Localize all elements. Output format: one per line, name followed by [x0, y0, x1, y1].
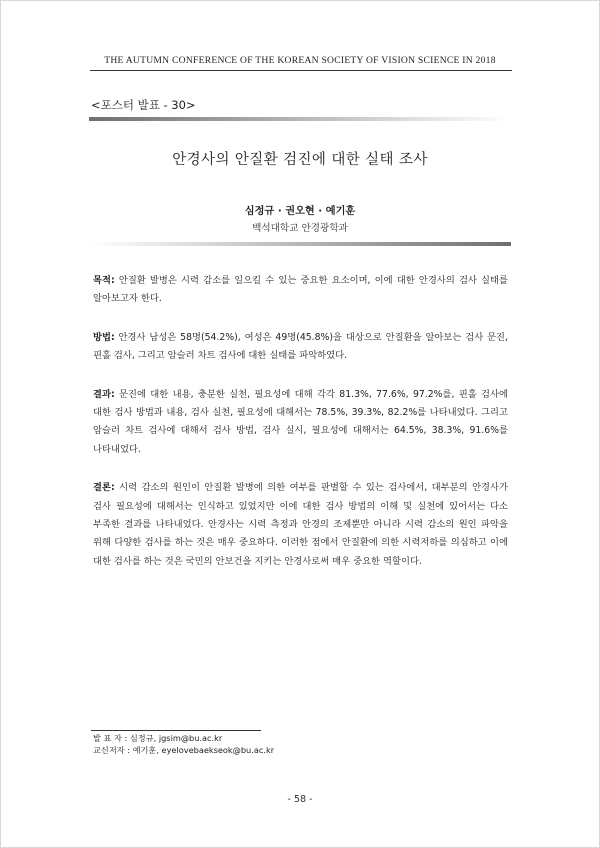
abstract-results-text: 문진에 대한 내용, 충분한 실천, 필요성에 대해 각각 81.3%, 77.6%, 97.2%를, 핀홀 검사에 대한 검사 방법과 내용, 검사 실천, 필요성에 대해서는 78.5%, 39.3%, 82.2%를 나타내었다. 그리고 암슬러 차트 검사에 대해서 검사 방법, 검사 실시, 필요성에 대해서는 64.5%, 38.3%, 91.6%를 나타내었다.: [93, 388, 508, 455]
footnote-corresponding-author: 교신저자 : 예기훈, eyelovebaekseok@bu.ac.kr: [93, 744, 275, 755]
footnote-rule: [91, 730, 261, 731]
abstract-purpose-text: 안질환 발병은 시력 감소를 일으킬 수 있는 중요한 요소이며, 이에 대한 안경사의 검사 실태를 알아보고자 한다.: [93, 275, 508, 305]
abstract-conclusion: [93, 479, 508, 571]
affiliation-divider-bar: [89, 242, 511, 246]
abstract-purpose-label: 목적:: [93, 275, 115, 286]
footnotes: [93, 733, 274, 756]
running-header: THE AUTUMN CONFERENCE OF THE KOREAN SOCIETY OF VISION SCIENCE IN 2018: [104, 55, 496, 66]
authors: 심정규 · 권오현 · 예기훈: [244, 206, 356, 217]
abstract-methods: [93, 329, 508, 366]
paper-title: 안경사의 안질환 검진에 대한 실태 조사: [172, 152, 428, 168]
abstract-methods-text: 안경사 남성은 58명(54.2%), 여성은 49명(45.8%)을 대상으로 안질환을 알아보는 검사 문진, 핀홀 검사, 그리고 암슬러 차트 검사에 대한 실태를 파악하였다.: [93, 331, 508, 362]
footnote-presenter: 발 표 자 : 심정규, jgsim@bu.ac.kr: [93, 733, 223, 743]
section-divider-bar: [89, 117, 511, 121]
abstract-results-label: 결과:: [93, 388, 115, 400]
abstract-results: [93, 386, 508, 460]
abstract-conclusion-label: 결론:: [93, 482, 115, 494]
abstract: [93, 272, 508, 591]
section-label: <포스터 발표 - 30>: [91, 98, 196, 112]
abstract-methods-label: 방법:: [93, 331, 115, 343]
abstract-conclusion-text: 시력 감소의 원인이 안질환 발병에 의한 여부를 판별할 수 있는 검사에서, 대부분의 안경사가 검사 필요성에 대해서는 인식하고 있었지만 이에 대한 검사 방법의 이해 및 실천에 있어서는 다소 부족한 결과를 나타내었다. 안경사는 시력 측정과 안경의 조제뿐만 아니라 시력 감소의 원인 파악을 위해 다양한 검사를 하는 것은 매우 중요하다. 이러한 점에서 안질환에 의한 시력저하를 의심하고 이에 대한 검사를 하는 것은 국민의 안보건을 지키는 안경사로써 매우 중요한 역할이다.: [93, 482, 508, 567]
page-number: - 58 -: [287, 794, 313, 805]
header-rule: [90, 70, 512, 71]
abstract-purpose: [93, 272, 508, 309]
affiliation: 백석대학교 안경광학과: [252, 223, 348, 234]
